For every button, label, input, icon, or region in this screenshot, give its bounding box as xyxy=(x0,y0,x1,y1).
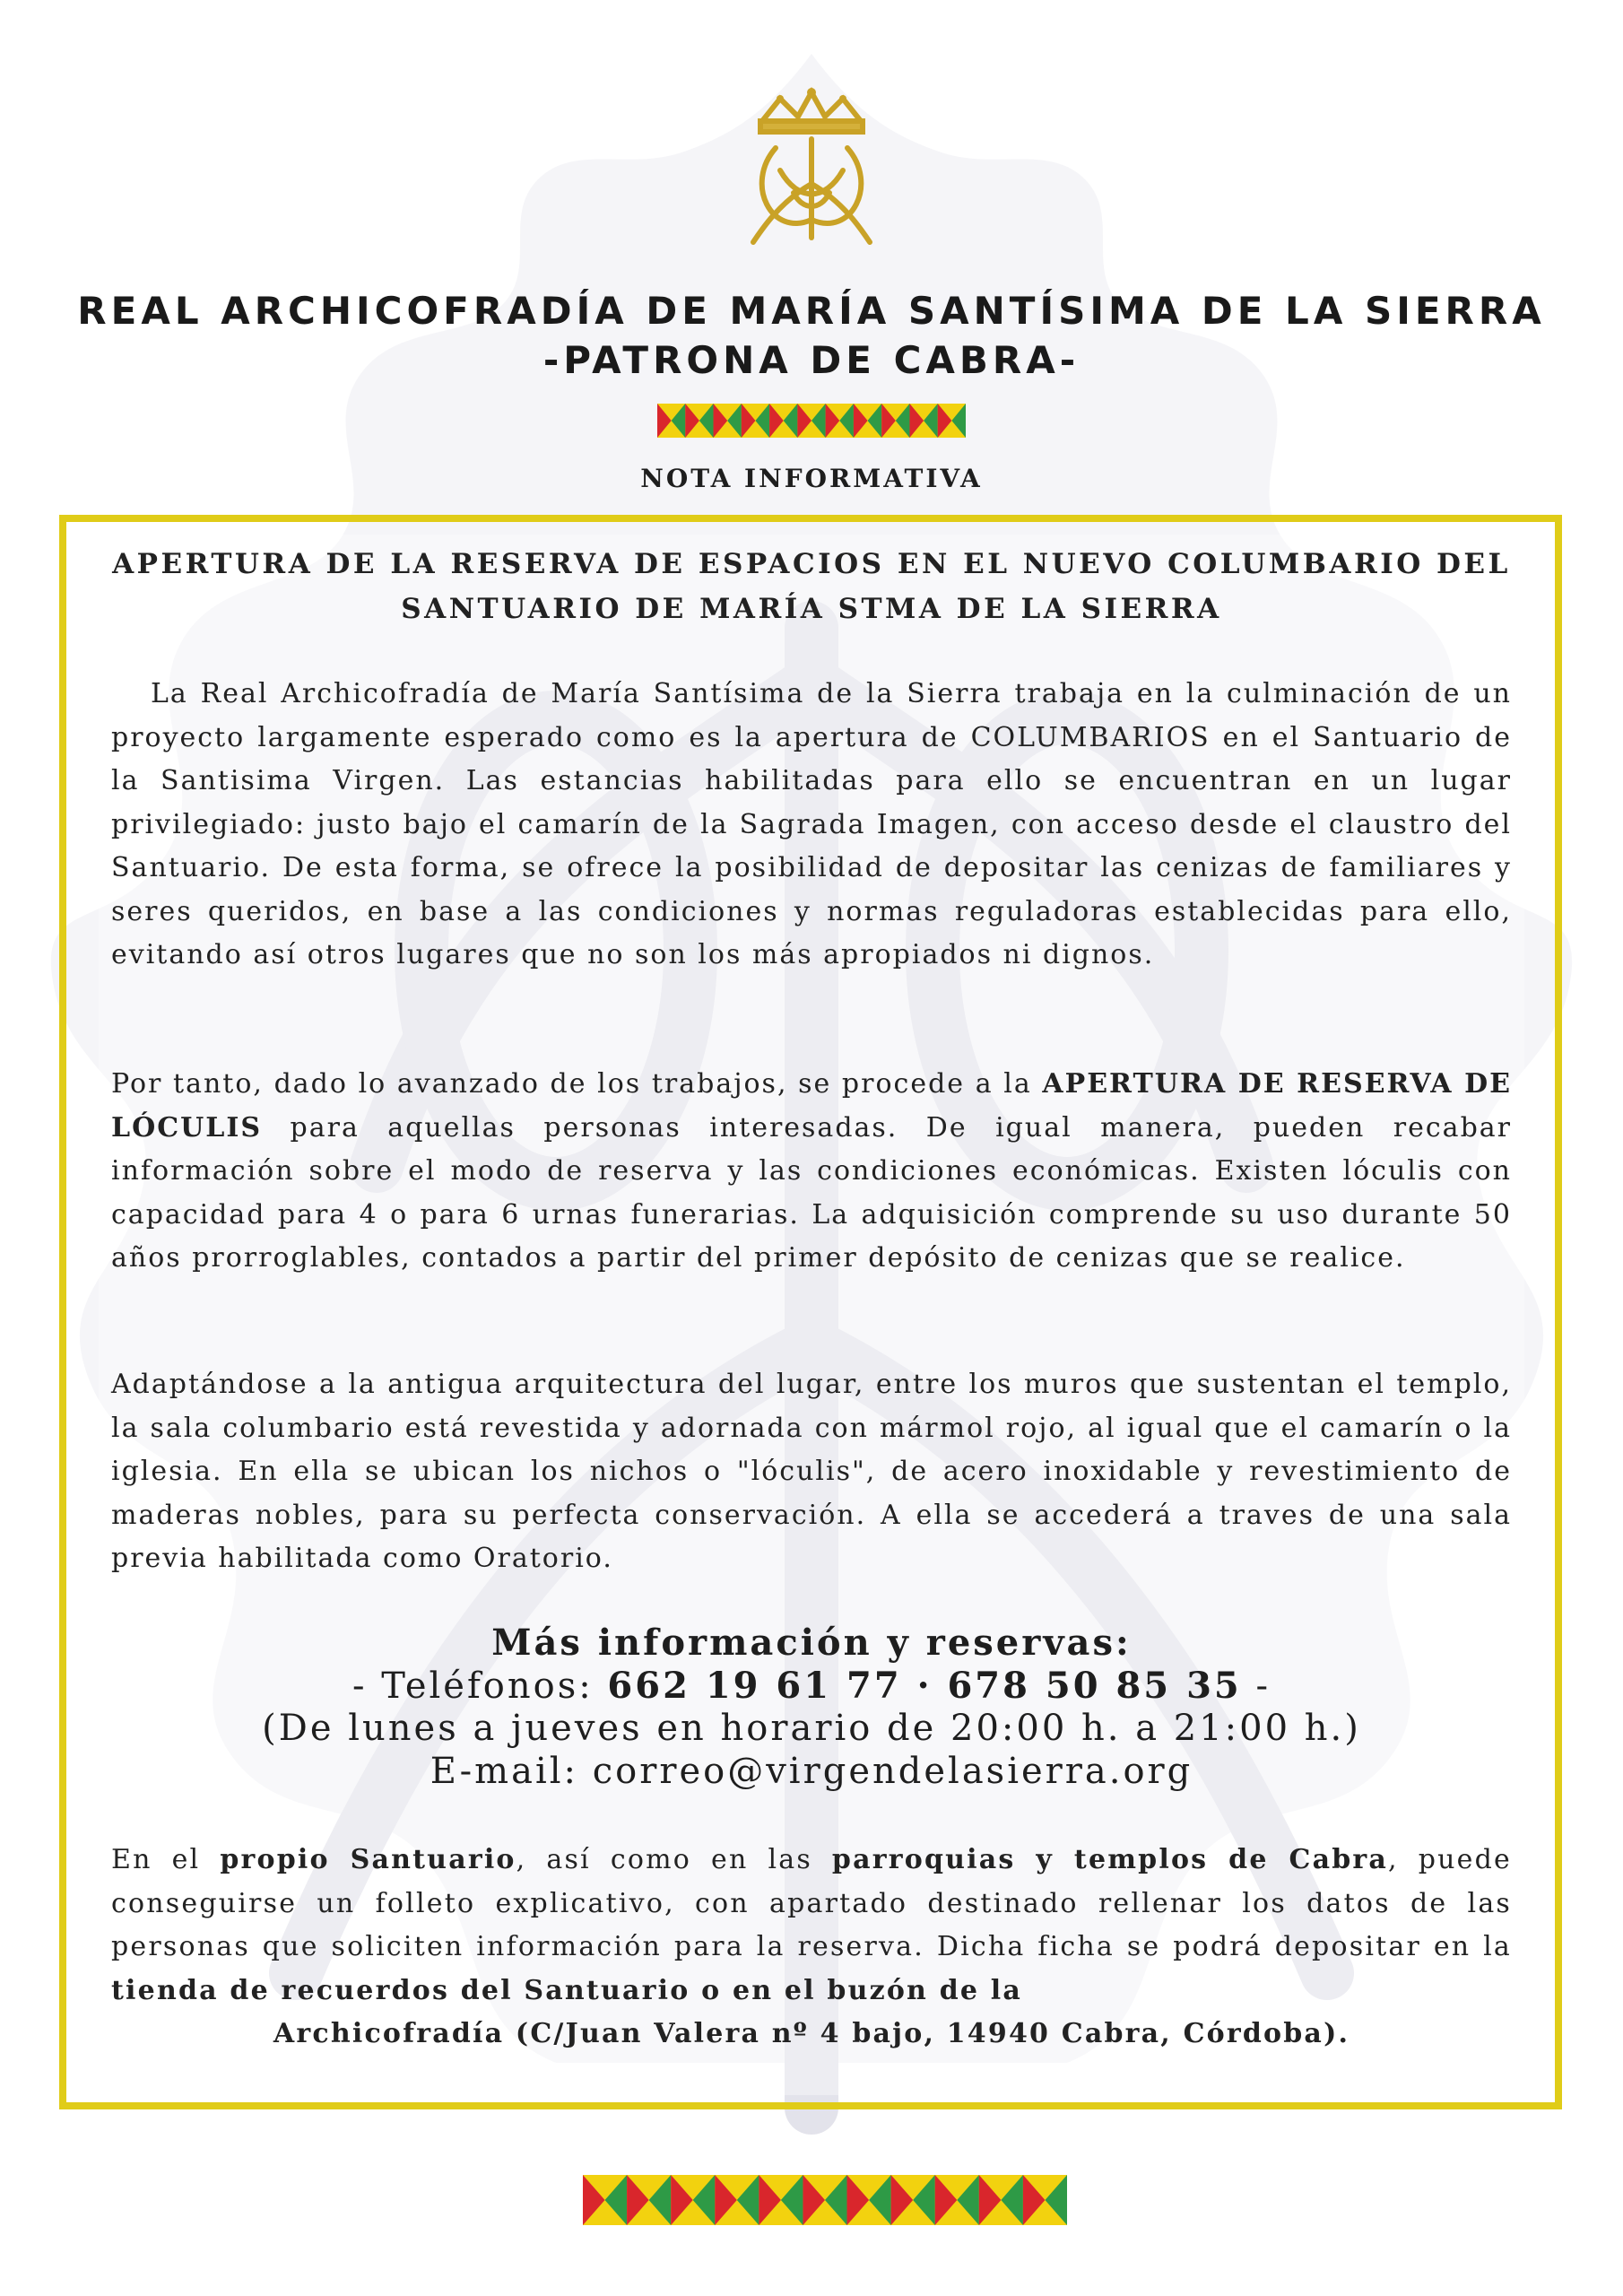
p4-text-a: En el xyxy=(111,1844,221,1875)
organization-subtitle: -PATRONA DE CABRA- xyxy=(542,338,1081,382)
paragraph-intro: La Real Archicofradía de María Santísima de la Sierra trabaja en la culminación de un proyecto largamente esperado como es la apertura de COLUMBARIOS en el Santuario de la Santisima Virgen. Las estancias habilitadas para ello se encuentran en un lugar privilegiado: justo bajo el camarín de la Sagrada Imagen, con acceso desde el claustro del Santuario. De esta forma, se ofrece la posibilidad de depositar las cenizas de familiares y seres queridos, en base a las condiciones y normas reguladoras establecidas para ello, evitando así otros lugares que no son los más apropiados ni dignos. xyxy=(111,678,1512,970)
note-label: NOTA INFORMATIVA xyxy=(640,464,983,493)
crowned-monogram-icon xyxy=(726,85,897,251)
diamond-triangle-stripe xyxy=(657,404,966,438)
p4-text-e: , puede conseguirse un folleto explicativo, con apartado destinado rellenar los datos de las personas que soliciten información para la reserva. Dicha ficha se podrá depositar en la xyxy=(111,1844,1512,1962)
p2-text-c: para aquellas personas interesadas. De igual manera, pueden recabar información sobre el modo de reserva y las condiciones económicas. Existen lóculis con capacidad para 4 o para 6 urnas funerarias. La adquisición comprende su uso durante 50 años prorroglables, contados a partir del primer depósito de cenizas que se realice. xyxy=(111,1111,1512,1274)
p4-bold-tienda: tienda de recuerdos del Santuario o en el buzón de la xyxy=(111,1974,1023,2006)
paragraph-reservation xyxy=(111,1063,1512,1281)
phone-suffix: - xyxy=(1241,1665,1271,1707)
organization-name: REAL ARCHICOFRADÍA DE MARÍA SANTÍSIMA DE LA SIERRA xyxy=(77,289,1546,333)
p2-bold-reservation: APERTURA DE RESERVA DE LÓCULIS xyxy=(111,1068,1512,1144)
phone-prefix: - Teléfonos: xyxy=(352,1665,608,1707)
info-title: Más información y reservas: xyxy=(491,1622,1132,1664)
paragraph-brochure xyxy=(111,1839,1512,2057)
p4-bold-address: Archicofradía (C/Juan Valera nº 4 bajo, 14940 Cabra, Córdoba). xyxy=(273,2018,1350,2049)
phone-numbers[interactable]: 662 19 61 77 · 678 50 85 35 xyxy=(607,1665,1242,1707)
heading-line-2: SANTUARIO DE MARÍA STMA DE LA SIERRA xyxy=(401,593,1222,625)
heading-line-1: APERTURA DE LA RESERVA DE ESPACIOS EN EL NUEVO COLUMBARIO DEL xyxy=(112,548,1511,580)
p2-text-a: Por tanto, dado lo avanzado de los trabajos, se procede a la xyxy=(111,1068,1043,1100)
p4-bold-santuario: propio Santuario xyxy=(220,1844,516,1875)
info-hours: (De lunes a jueves en horario de 20:00 h. a 21:00 h.) xyxy=(262,1708,1361,1749)
info-phones xyxy=(0,1665,1623,1707)
notice-heading xyxy=(111,542,1512,631)
paragraph-architecture: Adaptándose a la antigua arquitectura del lugar, entre los muros que sustentan el templo, la sala columbario está revestida y adornada con mármol rojo, al igual que el camarín o la iglesia. En ella se ubican los nichos o "lóculis", de acero inoxidable y revestimiento de maderas nobles, para su perfecta conservación. A ella se accederá a traves de una sala previa habilitada como Oratorio. xyxy=(111,1369,1512,1574)
p4-text-c: , así como en las xyxy=(516,1844,832,1875)
p4-bold-parroquias: parroquias y templos de Cabra xyxy=(831,1844,1389,1875)
diamond-triangle-stripe xyxy=(583,2175,1067,2225)
info-email[interactable]: E-mail: correo@virgendelasierra.org xyxy=(430,1751,1193,1792)
